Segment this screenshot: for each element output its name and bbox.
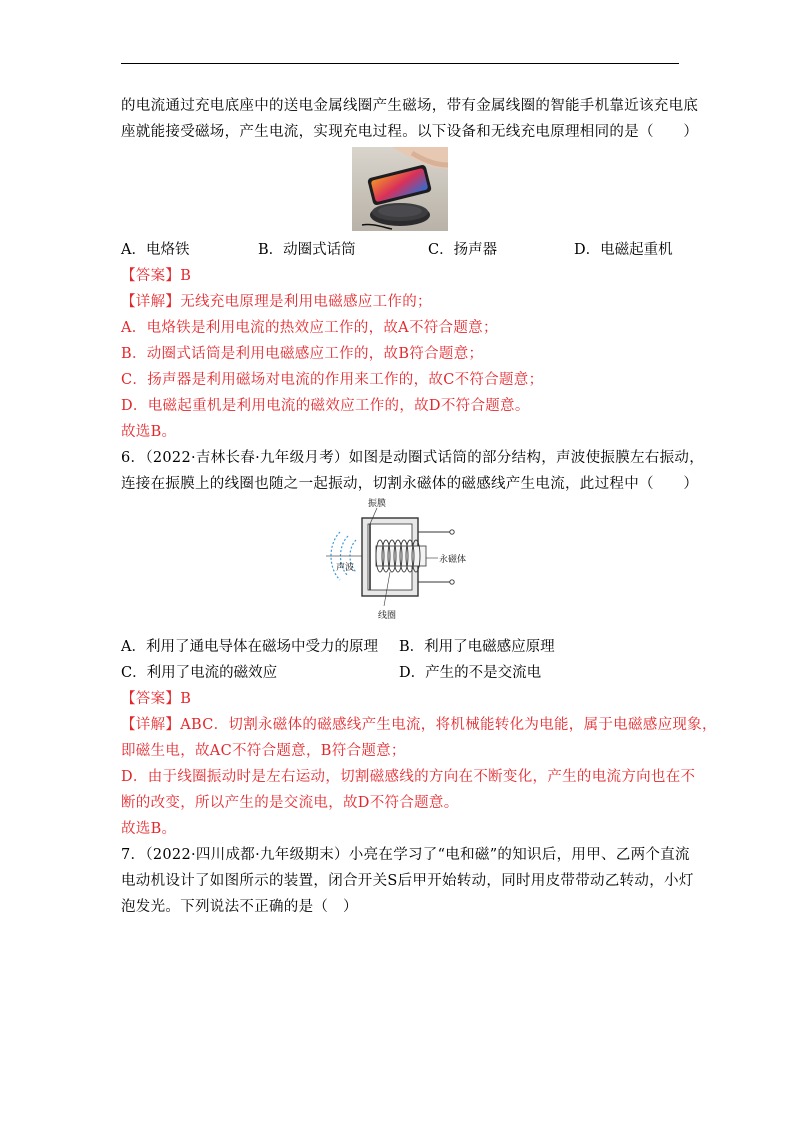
q5-option-d: D．电磁起重机 [574,242,673,258]
q5-detail-line-4: C．扬声器是利用磁场对电流的作用来工作的，故C不符合题意； [121,372,544,388]
label-diaphragm: 振膜 [368,499,387,509]
q7-text-line-1: 7．（2022·四川成都·九年级期末）小亮在学习了“电和磁”的知识后，用甲、乙两个直流 [121,847,690,863]
q5-option-b: B．动圈式话筒 [258,242,356,258]
q5-text-line-1: 的电流通过充电底座中的送电金属线圈产生磁场，带有金属线圈的智能手机靠近该充电底 [121,98,699,114]
microphone-diagram [322,496,478,624]
q5-option-c: C．扬声器 [428,242,498,258]
q6-option-c: C．利用了电流的磁效应 [121,665,278,681]
q5-detail-line-3: B．动圈式话筒是利用电磁感应工作的，故B符合题意； [121,346,484,362]
q6-text-line-2: 连接在振膜上的线圈也随之一起振动，切割永磁体的磁感线产生电流，此过程中（ ） [121,476,699,492]
q6-option-d: D．产生的不是交流电 [399,665,542,681]
q6-text-line-1: 6．（2022·吉林长春·九年级月考）如图是动圈式话筒的部分结构，声波使振膜左右振动， [121,450,704,466]
q6-detail-line-1: 【详解】ABC．切割永磁体的磁感线产生电流，将机械能转化为电能，属于电磁感应现象， [121,717,717,733]
q6-option-a: A．利用了通电导体在磁场中受力的原理 [121,639,378,655]
label-sound: 声波 [336,563,355,573]
label-magnet: 永磁体 [439,555,467,565]
wireless-charger-photo [352,147,448,231]
q6-conclusion: 故选B。 [121,821,177,837]
q5-detail-line-2: A．电烙铁是利用电流的热效应工作的，故A不符合题意； [121,320,498,336]
label-coil: 线圈 [378,611,397,621]
q6-detail-line-3: D．由于线圈振动时是左右运动，切割磁感线的方向在不断变化，产生的电流方向也在不 [121,769,696,785]
q6-detail-line-4: 断的改变，所以产生的是交流电，故D不符合题意。 [121,795,459,811]
q5-detail-line-5: D．电磁起重机是利用电流的磁效应工作的，故D不符合题意。 [121,398,530,414]
q6-answer: 【答案】B [121,691,192,707]
q5-text-line-2: 座就能接受磁场，产生电流，实现充电过程。以下设备和无线充电原理相同的是（ ） [121,124,699,140]
q6-option-b: B．利用了电磁感应原理 [399,639,555,655]
q6-detail-line-2: 即磁生电，故AC不符合题意，B符合题意； [121,743,406,759]
q5-answer: 【答案】B [121,268,192,284]
q5-detail-line-1: 【详解】无线充电原理是利用电磁感应工作的； [121,294,432,310]
q7-text-line-2: 电动机设计了如图所示的装置，闭合开关S后甲开始转动，同时用皮带带动乙转动，小灯 [121,873,694,889]
q5-conclusion: 故选B。 [121,424,177,440]
q7-text-line-3: 泡发光。下列说法不正确的是（ ） [121,899,358,915]
q5-option-a: A．电烙铁 [121,242,190,258]
header-rule [121,63,679,64]
